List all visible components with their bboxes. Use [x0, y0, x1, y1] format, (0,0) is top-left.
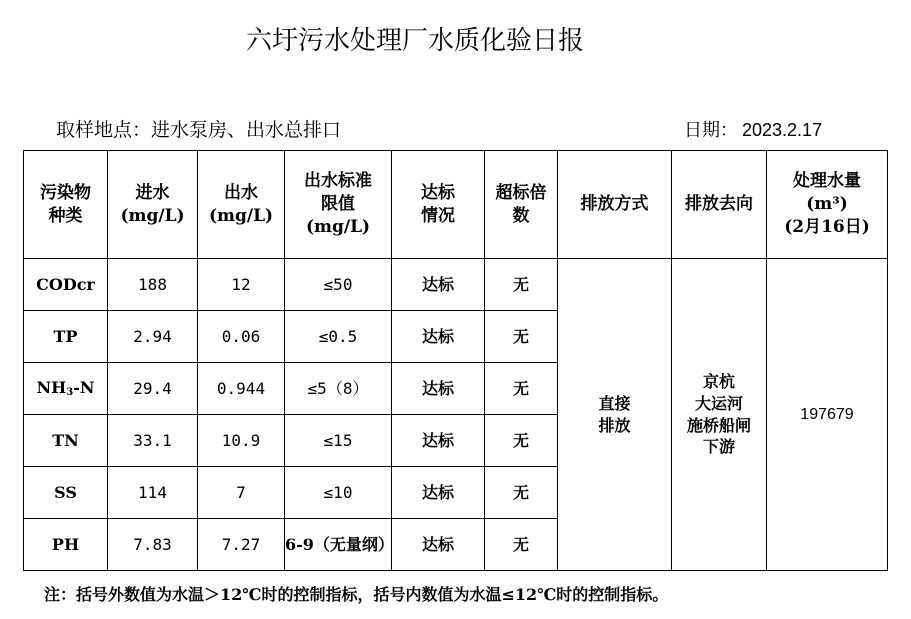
date-label: 日期：	[684, 120, 738, 140]
status-value: 达标	[392, 363, 485, 415]
status-value: 达标	[392, 311, 485, 363]
limit-value: ≤5（8）	[285, 363, 392, 415]
report-date	[684, 116, 826, 142]
inflow-value: 114	[108, 467, 198, 519]
outflow-value: 7.27	[198, 519, 285, 571]
pollutant-name: TP	[24, 311, 108, 363]
header-inflow: 进水 (mg/L)	[108, 151, 198, 259]
discharge-dest-cell: 京杭 大运河 施桥船闸 下游	[672, 259, 767, 571]
pollutant-name: TN	[24, 415, 108, 467]
outflow-value: 0.06	[198, 311, 285, 363]
sampling-location: 取样地点：进水泵房、出水总排口	[56, 119, 342, 141]
pollutant-name: SS	[24, 467, 108, 519]
exceed-value: 无	[485, 519, 558, 571]
status-value: 达标	[392, 259, 485, 311]
outflow-value: 12	[198, 259, 285, 311]
limit-value: 6-9（无量纲）	[285, 519, 392, 571]
inflow-value: 33.1	[108, 415, 198, 467]
table-header-row	[24, 151, 888, 259]
exceed-value: 无	[485, 363, 558, 415]
exceed-value: 无	[485, 467, 558, 519]
status-value: 达标	[392, 519, 485, 571]
report-title: 六圩污水处理厂水质化验日报	[245, 26, 584, 56]
status-value: 达标	[392, 415, 485, 467]
header-outflow: 出水 (mg/L)	[198, 151, 285, 259]
inflow-value: 29.4	[108, 363, 198, 415]
exceed-value: 无	[485, 415, 558, 467]
inflow-value: 2.94	[108, 311, 198, 363]
footnote: 注：括号外数值为水温＞12℃时的控制指标，括号内数值为水温≤12℃时的控制指标。	[44, 585, 669, 604]
pollutant-name: PH	[24, 519, 108, 571]
header-exceed: 超标倍 数	[485, 151, 558, 259]
outflow-value: 0.944	[198, 363, 285, 415]
header-discharge-method: 排放方式	[558, 151, 672, 259]
date-value: 2023.2.17	[742, 120, 823, 140]
pollutant-name: CODcr	[24, 259, 108, 311]
exceed-value: 无	[485, 259, 558, 311]
inflow-value: 188	[108, 259, 198, 311]
status-value: 达标	[392, 467, 485, 519]
header-limit: 出水标准 限值 (mg/L)	[285, 151, 392, 259]
header-volume: 处理水量 (m³) (2月16日)	[767, 151, 888, 259]
limit-value: ≤10	[285, 467, 392, 519]
header-pollutant: 污染物 种类	[24, 151, 108, 259]
exceed-value: 无	[485, 311, 558, 363]
limit-value: ≤0.5	[285, 311, 392, 363]
table-row	[24, 259, 888, 311]
outflow-value: 10.9	[198, 415, 285, 467]
header-status: 达标 情况	[392, 151, 485, 259]
header-discharge-dest: 排放去向	[672, 151, 767, 259]
pollutant-name: $NH_3-N$	[24, 363, 108, 415]
discharge-method-cell: 直接 排放	[558, 259, 672, 571]
limit-value: ≤15	[285, 415, 392, 467]
outflow-value: 7	[198, 467, 285, 519]
limit-value: ≤50	[285, 259, 392, 311]
water-quality-table	[23, 150, 888, 571]
inflow-value: 7.83	[108, 519, 198, 571]
volume-value: 197679	[767, 259, 888, 571]
